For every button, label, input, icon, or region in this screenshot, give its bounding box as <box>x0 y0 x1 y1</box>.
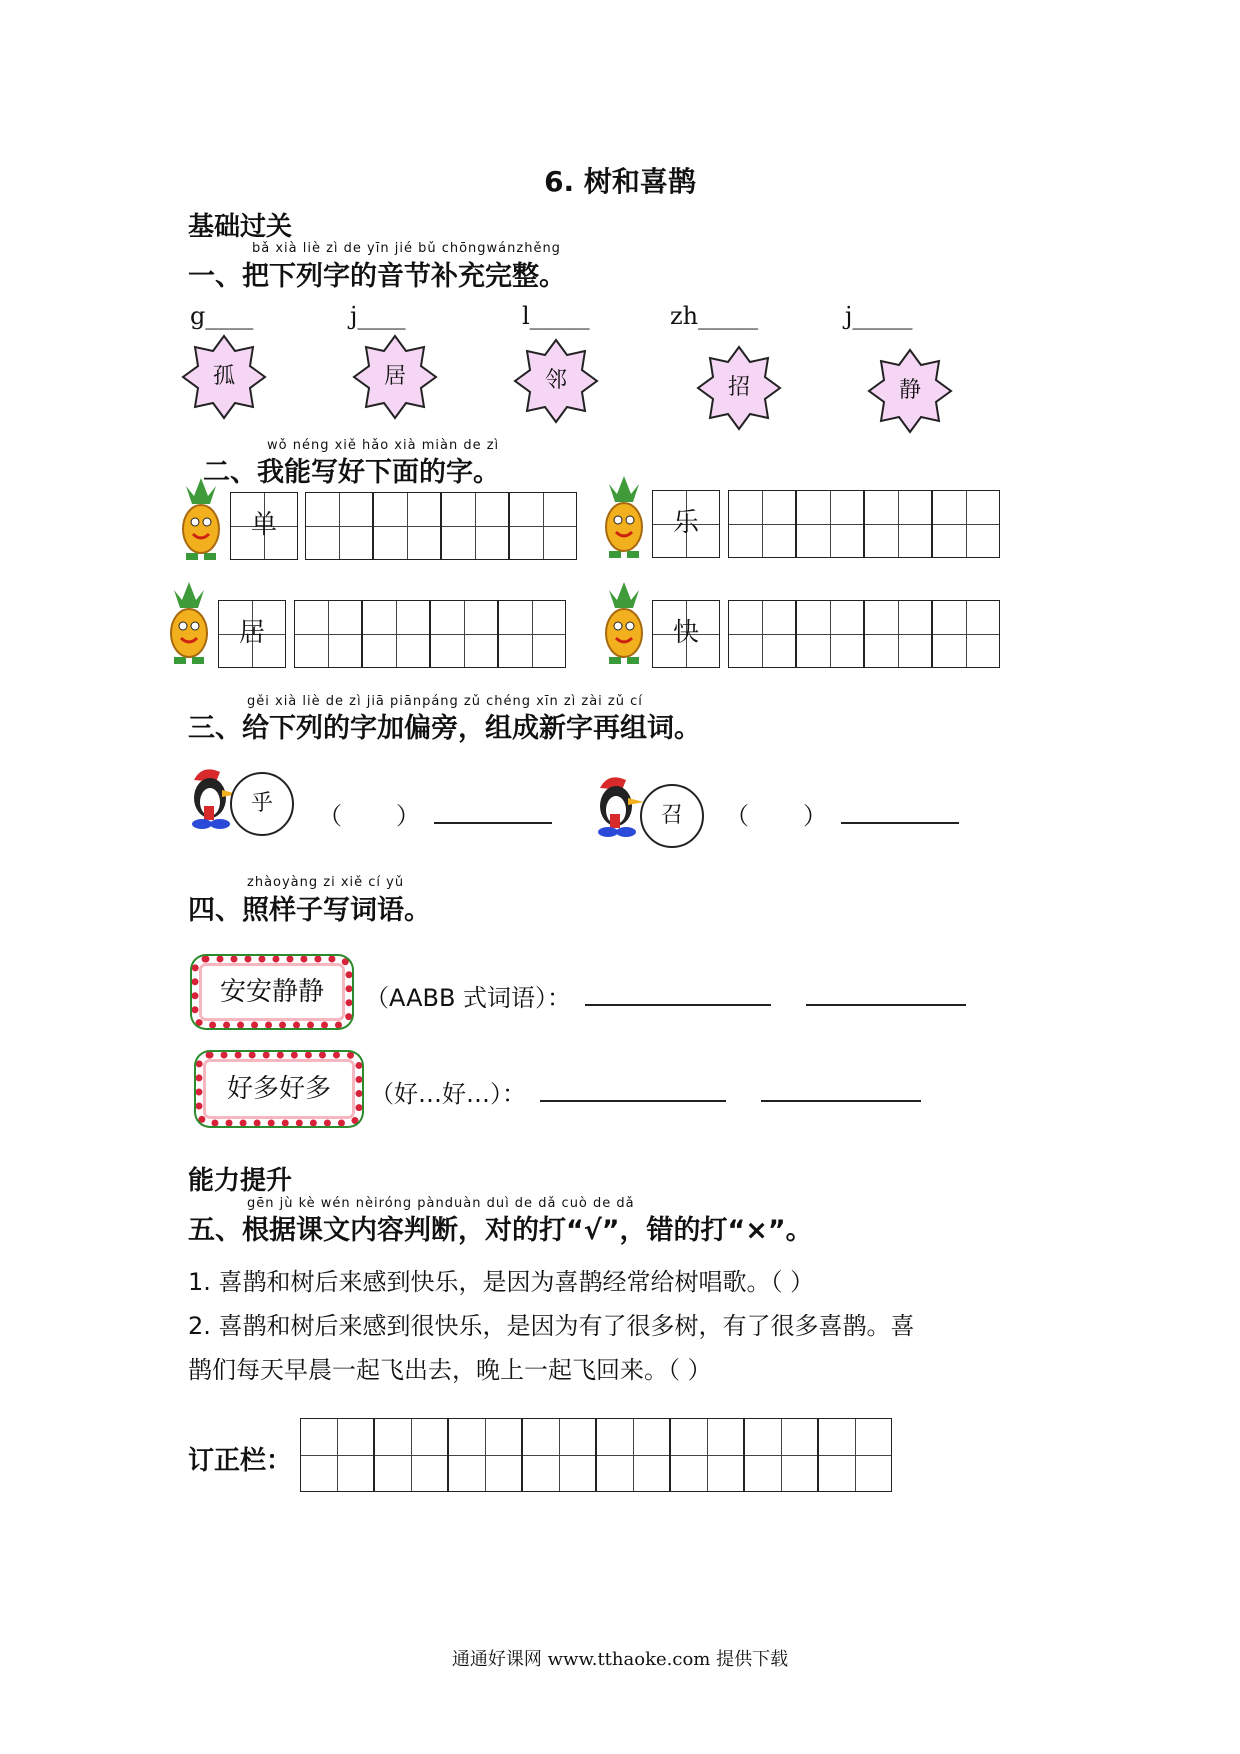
q4-row-2 <box>370 1074 921 1109</box>
q5-pinyin: gēn jù kè wén nèiróng pànduàn duì de dǎ cuò de dǎ <box>247 1196 635 1211</box>
grid-cell[interactable] <box>818 1418 892 1492</box>
grid-cell[interactable] <box>300 1418 374 1492</box>
section-title-basic: 基础过关 <box>188 212 293 242</box>
pineapple-mascot-icon <box>160 578 218 670</box>
q4-pinyin: zhàoyàng zi xiě cí yǔ <box>247 875 405 890</box>
grid-cell[interactable] <box>796 490 864 558</box>
q3-heading: 三、给下列的字加偏旁，组成新字再组词。 <box>188 713 701 744</box>
q3-char-circle-2: 召 <box>640 784 704 848</box>
q1-star-1 <box>181 334 267 420</box>
q3-char-circle-1: 乎 <box>230 772 294 836</box>
q5-item-1: 1. 喜鹊和树后来感到快乐，是因为喜鹊经常给树唱歌。（ ） <box>188 1268 815 1296</box>
grid-cell[interactable] <box>522 1418 596 1492</box>
q1-star-3 <box>513 338 599 424</box>
grid-cell[interactable] <box>448 1418 522 1492</box>
grid-cell[interactable] <box>441 492 509 560</box>
q1-star-2 <box>352 334 438 420</box>
q4-row-1 <box>365 978 966 1013</box>
grid-cell-sample <box>652 600 720 668</box>
q5-item-2: 2. 喜鹊和树后来感到很快乐，是因为有了很多树，有了很多喜鹊。喜 <box>188 1312 915 1340</box>
q3-pinyin: gěi xià liè de zì jiā piānpáng zǔ chéng xīn zì zài zǔ cí <box>247 694 643 709</box>
q2-char-4: 快 <box>672 618 699 648</box>
q3-answer-1[interactable] <box>318 796 552 831</box>
q1-star-5 <box>867 348 953 434</box>
grid-cell[interactable] <box>744 1418 818 1492</box>
grid-cell[interactable] <box>596 1418 670 1492</box>
q2-heading: 二、我能写好下面的字。 <box>203 457 500 488</box>
grid-cell[interactable] <box>430 600 498 668</box>
q1-char-3: 邻 <box>544 368 567 393</box>
grid-cell[interactable] <box>373 492 441 560</box>
q1-char-4: 招 <box>727 375 750 400</box>
paren-close: ） <box>803 802 827 830</box>
q5-heading: 五、根据课文内容判断，对的打“√”，错的打“×”。 <box>188 1215 813 1246</box>
paren-open: （ <box>318 802 342 830</box>
correction-label: 订正栏： <box>188 1446 293 1476</box>
grid-cell-sample <box>230 492 298 560</box>
grid-cell[interactable] <box>305 492 373 560</box>
q2-char-1: 单 <box>250 510 277 540</box>
grid-cell[interactable] <box>932 600 1000 668</box>
q1-blank-5[interactable]: j_____ <box>845 302 913 330</box>
q4-pattern-1: （AABB 式词语）： <box>365 984 572 1012</box>
q1-heading: 一、把下列字的音节补充完整。 <box>188 261 566 292</box>
penguin-mascot-icon <box>586 770 646 840</box>
q1-char-2: 居 <box>383 364 406 389</box>
grid-cell[interactable] <box>374 1418 448 1492</box>
q3-answer-2[interactable] <box>725 796 959 831</box>
grid-cell[interactable] <box>498 600 566 668</box>
q4-heading: 四、照样子写词语。 <box>188 895 431 926</box>
grid-cell[interactable] <box>509 492 577 560</box>
q1-star-4 <box>696 345 782 431</box>
answer-line[interactable] <box>841 796 959 824</box>
q4-pattern-2: （好…好…）： <box>370 1080 526 1108</box>
grid-cell[interactable] <box>796 600 864 668</box>
q1-blank-3[interactable]: l_____ <box>522 302 590 330</box>
grid-cell[interactable] <box>864 600 932 668</box>
grid-cell[interactable] <box>294 600 362 668</box>
answer-line[interactable] <box>761 1074 921 1102</box>
grid-cell[interactable] <box>728 600 796 668</box>
q1-blank-1[interactable]: g____ <box>190 302 254 330</box>
pineapple-mascot-icon <box>595 578 653 670</box>
q1-pinyin: bǎ xià liè zì de yīn jié bǔ chōngwánzhěng <box>252 241 561 256</box>
q1-blank-4[interactable]: zh_____ <box>670 302 759 330</box>
q2-char-2: 乐 <box>672 508 699 538</box>
q4-example-frame-1: 安安静静 <box>192 956 352 1028</box>
q2-pinyin: wǒ néng xiě hǎo xià miàn de zì <box>267 438 500 453</box>
grid-cell[interactable] <box>670 1418 744 1492</box>
pineapple-mascot-icon <box>595 472 653 564</box>
q2-char-3: 居 <box>238 618 265 648</box>
grid-cell-sample <box>218 600 286 668</box>
grid-cell[interactable] <box>728 490 796 558</box>
answer-line[interactable] <box>806 978 966 1006</box>
q5-item-2-cont: 鹊们每天早晨一起飞出去，晚上一起飞回来。（ ） <box>188 1356 712 1384</box>
q1-blank-2[interactable]: j____ <box>350 302 406 330</box>
grid-cell[interactable] <box>932 490 1000 558</box>
paren-close: ） <box>396 802 420 830</box>
answer-line[interactable] <box>585 978 771 1006</box>
q1-char-5: 静 <box>898 378 921 403</box>
section-title-advanced: 能力提升 <box>188 1166 293 1196</box>
footer: 通通好课网 www.tthaoke.com 提供下载 <box>451 1649 789 1670</box>
pineapple-mascot-icon <box>172 474 230 566</box>
q1-char-1: 孤 <box>212 364 235 389</box>
page-title: 6. 树和喜鹊 <box>544 165 696 198</box>
answer-line[interactable] <box>434 796 552 824</box>
q4-example-frame-2: 好多好多 <box>196 1052 362 1126</box>
grid-cell-sample <box>652 490 720 558</box>
grid-cell[interactable] <box>362 600 430 668</box>
grid-cell[interactable] <box>864 490 932 558</box>
answer-line[interactable] <box>540 1074 726 1102</box>
paren-open: （ <box>725 802 749 830</box>
